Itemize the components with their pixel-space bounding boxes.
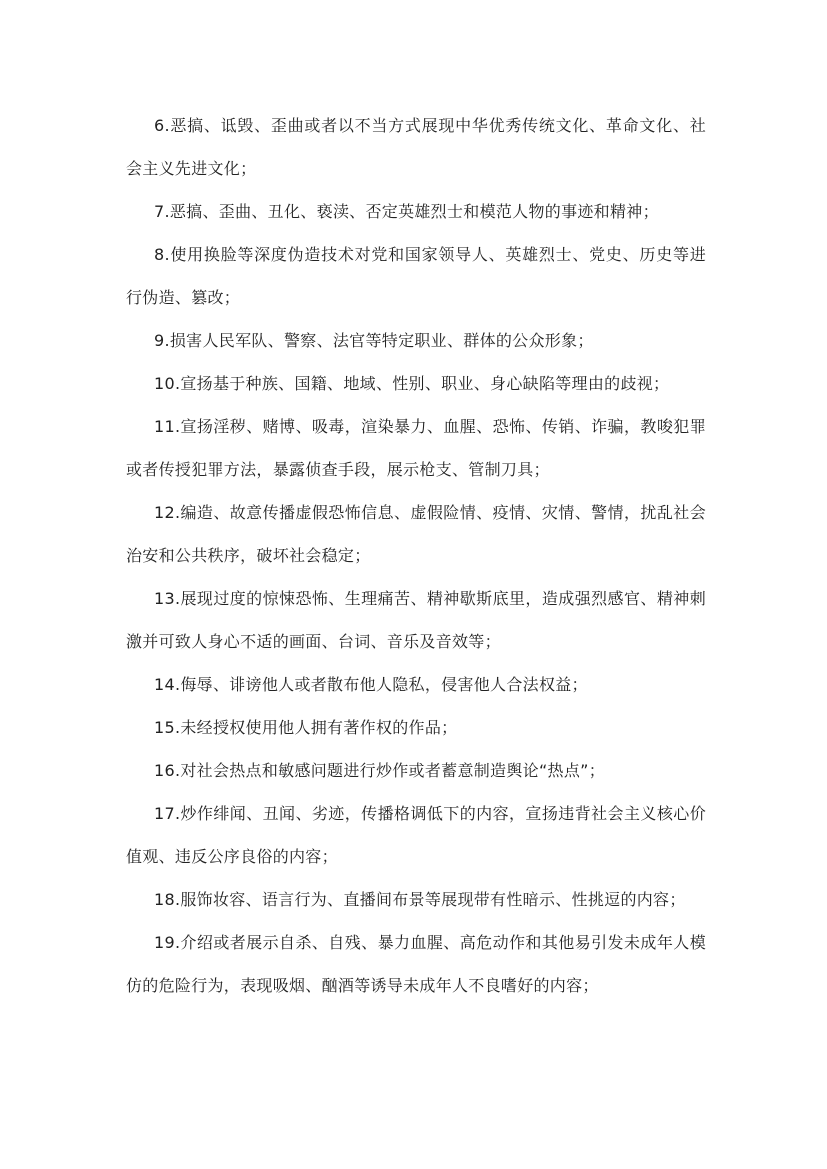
list-item-7: 7.恶搞、歪曲、丑化、亵渎、否定英雄烈士和模范人物的事迹和精神；	[154, 202, 659, 221]
list-item-19: 19.介绍或者展示自杀、自残、暴力血腥、高危动作和其他易引发未成年人模仿的危险行为，表现吸烟、酗酒等诱导未成年人不良嗜好的内容；	[126, 933, 706, 995]
list-item-14: 14.侮辱、诽谤他人或者散布他人隐私，侵害他人合法权益；	[154, 675, 588, 694]
list-item-8: 8.使用换脸等深度伪造技术对党和国家领导人、英雄烈士、党史、历史等进行伪造、篡改；	[126, 245, 706, 307]
list-item-11: 11.宣扬淫秽、赌博、吸毒，渲染暴力、血腥、恐怖、传销、诈骗，教唆犯罪或者传授犯罪方法，暴露侦查手段，展示枪支、管制刀具；	[126, 417, 706, 479]
list-item-18: 18.服饰妆容、语言行为、直播间布景等展现带有性暗示、性挑逗的内容；	[154, 890, 686, 909]
list-item-6: 6.恶搞、诋毁、歪曲或者以不当方式展现中华优秀传统文化、革命文化、社会主义先进文化；	[126, 116, 706, 178]
document-body	[126, 104, 706, 1007]
list-item-16: 16.对社会热点和敏感问题进行炒作或者蓄意制造舆论“热点”；	[154, 761, 606, 780]
list-item-12: 12.编造、故意传播虚假恐怖信息、虚假险情、疫情、灾情、警情，扰乱社会治安和公共秩序，破坏社会稳定；	[126, 503, 706, 565]
list-item-9: 9.损害人民军队、警察、法官等特定职业、群体的公众形象；	[154, 331, 594, 350]
list-item-15: 15.未经授权使用他人拥有著作权的作品；	[154, 718, 458, 737]
list-item-10: 10.宣扬基于种族、国籍、地域、性别、职业、身心缺陷等理由的歧视；	[154, 374, 670, 393]
list-item-17: 17.炒作绯闻、丑闻、劣迹，传播格调低下的内容，宣扬违背社会主义核心价值观、违反公序良俗的内容；	[126, 804, 706, 866]
list-item-13: 13.展现过度的惊悚恐怖、生理痛苦、精神歇斯底里，造成强烈感官、精神刺激并可致人身心不适的画面、台词、音乐及音效等；	[126, 589, 706, 651]
